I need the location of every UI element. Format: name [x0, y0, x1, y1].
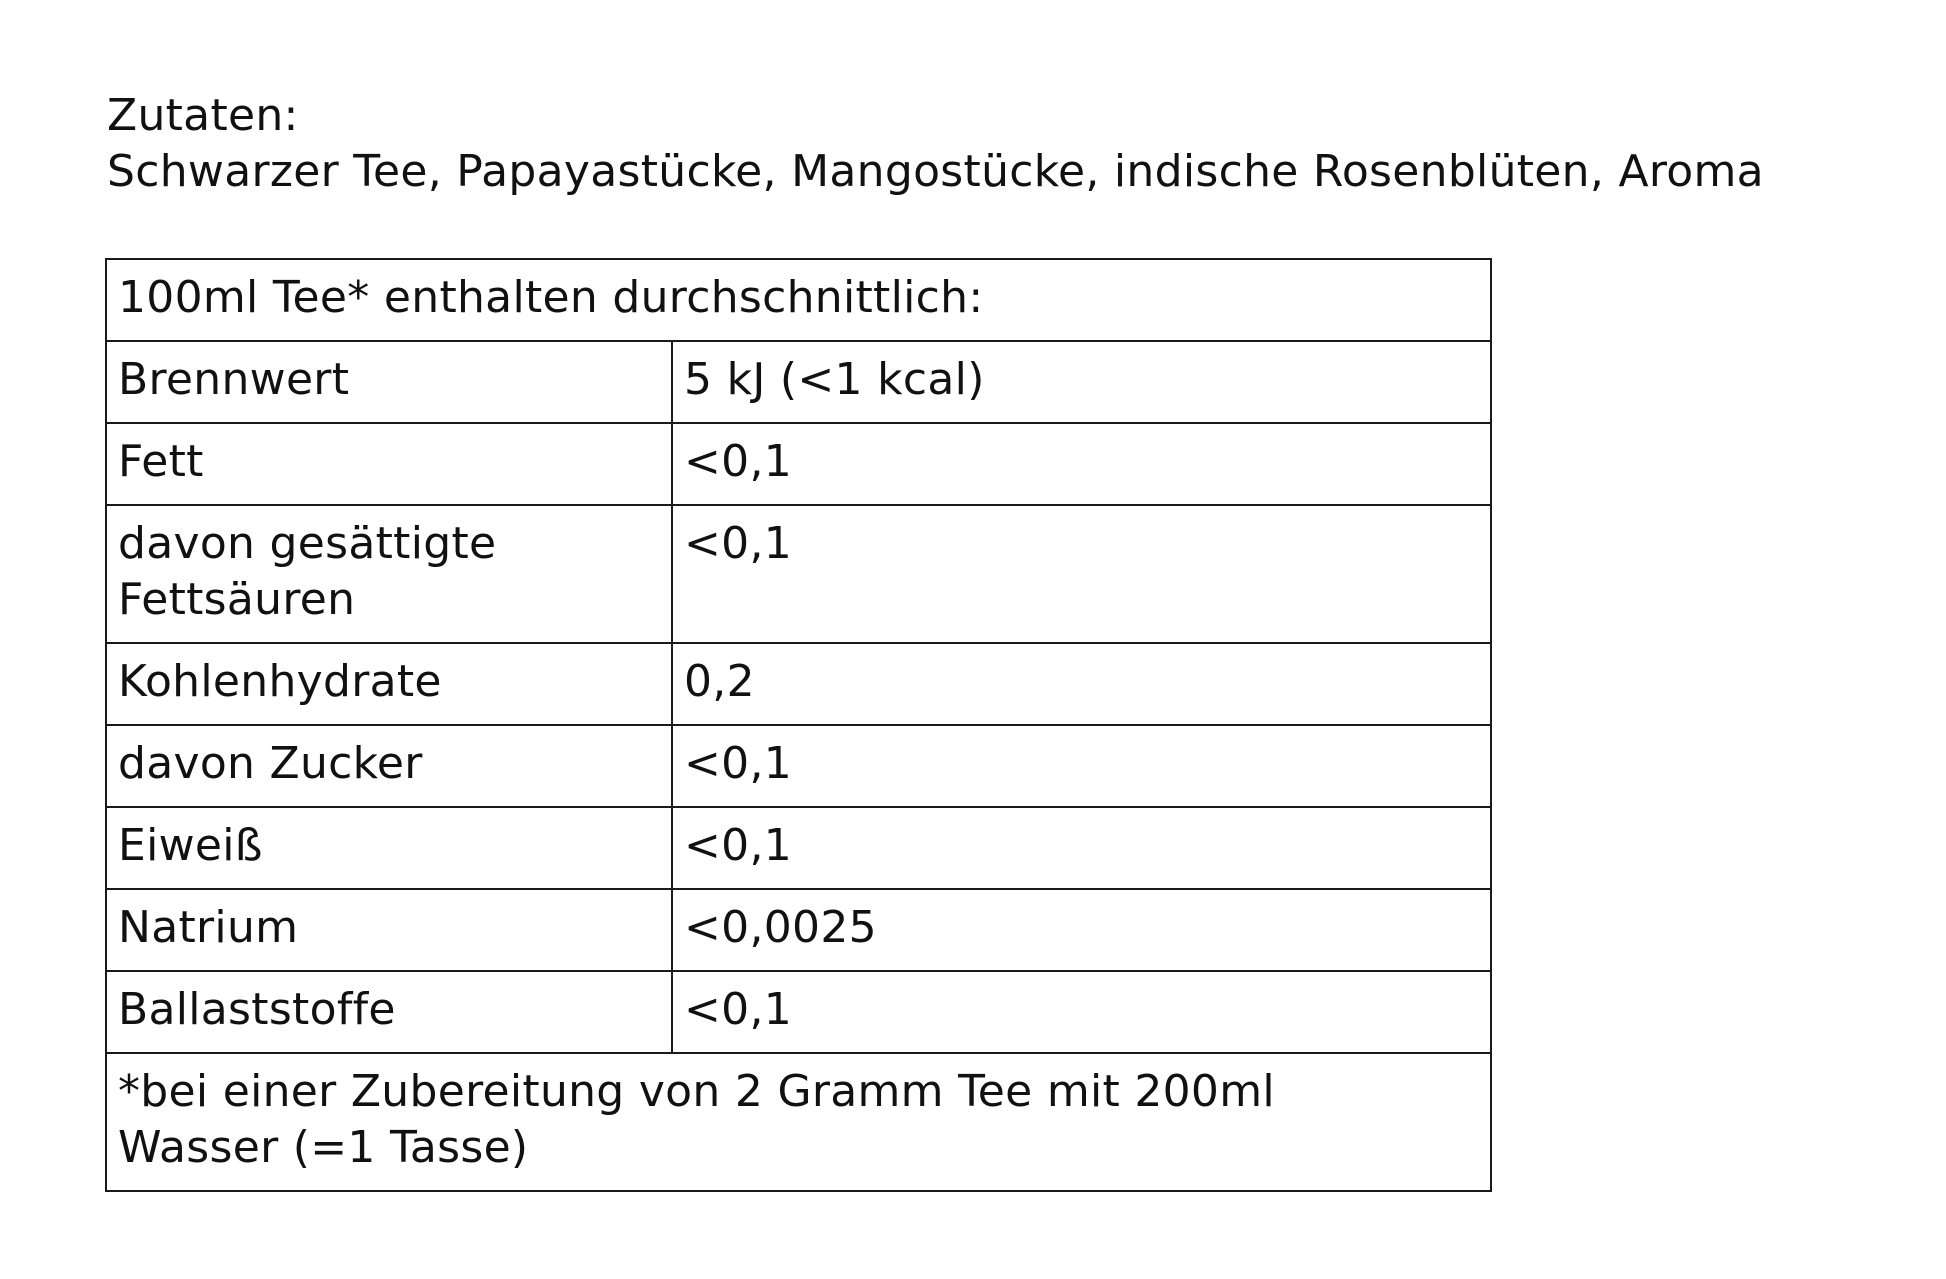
- nutrient-name: Kohlenhydrate: [106, 643, 672, 725]
- footnote-line2: Wasser (=1 Tasse): [118, 1122, 529, 1173]
- nutrient-name-line2: Fettsäuren: [118, 574, 356, 625]
- table-row: [106, 971, 1491, 1053]
- nutrient-name: Natrium: [106, 889, 672, 971]
- table-footnote: [106, 1053, 1491, 1191]
- nutrient-name: Fett: [106, 423, 672, 505]
- nutrient-name: Eiweiß: [106, 807, 672, 889]
- footnote-line1: *bei einer Zubereitung von 2 Gramm Tee mit 200ml: [118, 1066, 1275, 1117]
- nutrient-value: <0,1: [672, 807, 1491, 889]
- nutrient-name: [106, 505, 672, 643]
- table-header: 100ml Tee* enthalten durchschnittlich:: [106, 259, 1491, 341]
- table-row: [106, 341, 1491, 423]
- table-footnote-row: [106, 1053, 1491, 1191]
- nutrient-name: Brennwert: [106, 341, 672, 423]
- ingredients-section: [107, 88, 1764, 200]
- nutrient-value: 5 kJ (<1 kcal): [672, 341, 1491, 423]
- nutrient-value: <0,1: [672, 725, 1491, 807]
- nutrient-value: <0,1: [672, 971, 1491, 1053]
- table-row: [106, 423, 1491, 505]
- table-row: [106, 889, 1491, 971]
- nutrient-value: <0,1: [672, 423, 1491, 505]
- nutrient-name-line1: davon gesättigte: [118, 518, 497, 569]
- nutrient-value: <0,0025: [672, 889, 1491, 971]
- table-row: [106, 643, 1491, 725]
- ingredients-heading: Zutaten:: [107, 90, 299, 141]
- nutrition-table: [105, 258, 1492, 1192]
- ingredients-list: Schwarzer Tee, Papayastücke, Mangostücke, indische Rosenblüten, Aroma: [107, 146, 1764, 197]
- table-row: [106, 505, 1491, 643]
- table-row: [106, 725, 1491, 807]
- table-row: [106, 807, 1491, 889]
- table-header-row: [106, 259, 1491, 341]
- nutrient-name: davon Zucker: [106, 725, 672, 807]
- nutrient-value: <0,1: [672, 505, 1491, 643]
- nutrient-name: Ballaststoffe: [106, 971, 672, 1053]
- nutrient-value: 0,2: [672, 643, 1491, 725]
